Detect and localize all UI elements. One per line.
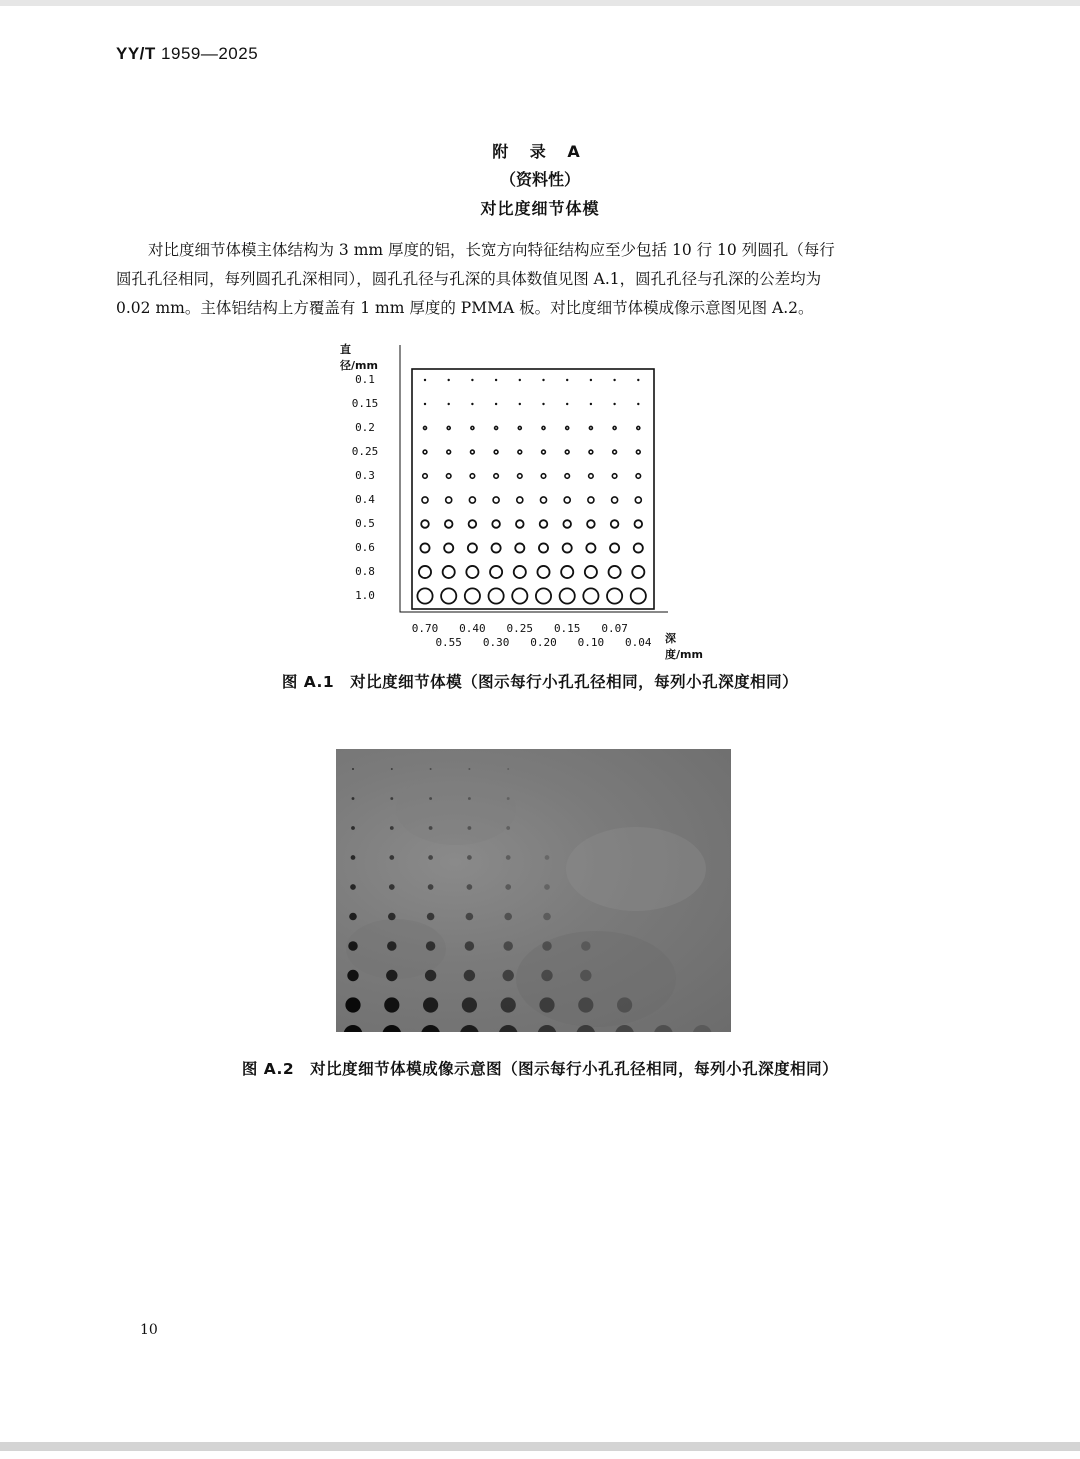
radiograph-hole: [542, 941, 552, 951]
radiograph-hole: [506, 826, 510, 830]
hole-marker: [536, 588, 551, 603]
radiograph-hole: [654, 1025, 673, 1032]
standard-code-number: 1959—2025: [161, 44, 259, 63]
x-tick-label: 0.10: [577, 636, 605, 649]
hole-marker: [446, 497, 452, 503]
hole-marker: [590, 403, 592, 405]
hole-marker: [637, 426, 640, 429]
y-tick-label: 0.15: [351, 397, 379, 410]
hole-marker: [537, 566, 549, 578]
hole-marker: [495, 379, 497, 381]
hole-marker: [588, 497, 594, 503]
radiograph-hole: [389, 855, 394, 860]
radiograph-hole: [428, 884, 434, 890]
hole-marker: [566, 426, 569, 429]
y-tick-label: 0.4: [355, 493, 375, 506]
radiograph-hole: [421, 1025, 440, 1032]
radiograph-hole: [544, 884, 550, 890]
hole-marker: [542, 426, 545, 429]
appendix-subject: 对比度细节体模: [480, 199, 600, 218]
radiograph-hole: [390, 826, 394, 830]
radiograph-hole: [382, 1025, 401, 1032]
hole-marker: [637, 403, 639, 405]
radiograph-hole: [501, 997, 516, 1012]
x-tick-label: 0.70: [411, 622, 439, 635]
hole-marker: [613, 426, 616, 429]
hole-marker: [563, 520, 571, 528]
hole-marker: [540, 520, 548, 528]
hole-marker: [469, 520, 477, 528]
hole-marker: [493, 497, 499, 503]
body-line-3: 0.02 mm。主体铝结构上方覆盖有 1 mm 厚度的 PMMA 板。对比度细节体模成像示意图见图 A.2。: [116, 299, 814, 317]
radiograph-hole: [581, 941, 591, 951]
radiograph-hole: [462, 997, 477, 1012]
y-tick-label: 0.5: [355, 517, 375, 530]
hole-marker: [471, 403, 473, 405]
hole-marker: [419, 566, 431, 578]
radiograph-hole: [390, 797, 393, 800]
radiograph-hole: [349, 913, 357, 921]
hole-marker: [420, 543, 429, 552]
hole-marker: [516, 520, 524, 528]
radiograph-hole: [543, 913, 551, 921]
hole-marker: [441, 588, 456, 603]
hole-marker: [635, 497, 641, 503]
figure-a1-caption: 图 A.1 对比度细节体模（图示每行小孔孔径相同，每列小孔深度相同）: [281, 673, 799, 691]
bottom-edge-bar: [0, 1442, 1080, 1451]
radiograph-hole: [386, 970, 397, 981]
hole-marker: [589, 474, 594, 479]
hole-marker: [613, 403, 615, 405]
radiograph-hole: [499, 1025, 518, 1032]
radiograph-hole: [344, 1025, 363, 1032]
appendix-type: （资料性）: [499, 170, 580, 189]
hole-marker: [448, 403, 450, 405]
radiograph-hole: [352, 768, 354, 770]
y-tick-label: 0.25: [351, 445, 379, 458]
radiograph-hole: [388, 913, 396, 921]
hole-marker: [589, 450, 593, 454]
x-tick-label: 0.30: [482, 636, 510, 649]
hole-marker: [494, 450, 498, 454]
hole-marker: [424, 379, 426, 381]
hole-marker: [609, 566, 621, 578]
hole-marker: [610, 543, 619, 552]
radiograph-hole: [460, 1025, 479, 1032]
hole-marker: [542, 379, 544, 381]
radiograph-hole: [352, 797, 355, 800]
x-tick-label: 0.25: [506, 622, 534, 635]
hole-marker: [560, 588, 575, 603]
appendix-title: 附 录 A: [492, 142, 588, 161]
radiograph-hole: [467, 884, 473, 890]
radiograph-hole: [580, 970, 591, 981]
y-axis-title: 直径/mm: [340, 343, 378, 372]
hole-marker: [566, 379, 568, 381]
hole-marker: [489, 588, 504, 603]
radiograph-hole: [345, 997, 360, 1012]
hole-marker: [518, 426, 521, 429]
radiograph-hole: [468, 797, 471, 800]
hole-marker: [540, 497, 546, 503]
hole-marker: [495, 426, 498, 429]
hole-marker: [492, 543, 501, 552]
hole-marker: [612, 497, 618, 503]
y-tick-label: 0.2: [355, 421, 375, 434]
radiograph-holes: [336, 749, 731, 1032]
hole-marker: [447, 426, 450, 429]
hole-marker: [468, 543, 477, 552]
radiograph-hole: [617, 997, 632, 1012]
hole-marker: [566, 403, 568, 405]
hole-marker: [444, 543, 453, 552]
radiograph-hole: [391, 768, 393, 770]
x-tick-label: 0.40: [459, 622, 486, 635]
radiograph-hole: [430, 768, 432, 770]
y-tick-label: 0.6: [355, 541, 375, 554]
hole-marker: [466, 566, 478, 578]
radiograph-hole: [350, 884, 356, 890]
hole-marker: [565, 474, 570, 479]
radiograph-hole: [693, 1025, 712, 1032]
radiograph-hole: [541, 970, 552, 981]
y-tick-label: 0.3: [355, 469, 375, 482]
hole-marker: [423, 450, 427, 454]
radiograph-hole: [351, 826, 355, 830]
radiograph-hole: [464, 970, 475, 981]
radiograph-hole: [545, 855, 550, 860]
hole-marker: [470, 474, 475, 479]
radiograph-hole: [426, 941, 436, 951]
hole-marker: [637, 379, 639, 381]
hole-marker: [542, 403, 544, 405]
body-line-1: 对比度细节体模主体结构为 3 mm 厚度的铝，长宽方向特征结构应至少包括 10 行 10 列圆孔（每行: [148, 241, 835, 259]
hole-marker: [613, 379, 615, 381]
x-tick-label: 0.15: [553, 622, 581, 635]
hole-marker: [539, 543, 548, 552]
hole-marker: [422, 497, 428, 503]
hole-marker: [563, 543, 572, 552]
hole-marker: [635, 520, 643, 528]
y-tick-label: 0.8: [355, 565, 375, 578]
body-line-2: 圆孔孔径相同，每列圆孔孔深相同），圆孔孔径与孔深的具体数值见图 A.1，圆孔孔径与孔深的公差均为: [116, 270, 822, 288]
y-tick-label: 1.0: [355, 589, 375, 602]
radiograph-hole: [351, 855, 356, 860]
radiograph-hole: [468, 826, 472, 830]
radiograph-hole: [347, 970, 358, 981]
hole-marker: [564, 497, 570, 503]
radiograph-hole: [504, 913, 512, 921]
hole-marker: [590, 379, 592, 381]
hole-marker: [613, 450, 617, 454]
radiograph-hole: [503, 970, 514, 981]
x-tick-label: 0.07: [601, 622, 628, 635]
hole-marker: [583, 588, 598, 603]
radiograph-hole: [503, 941, 513, 951]
radiograph-hole: [468, 768, 470, 770]
standard-code-prefix: YY/T: [116, 44, 156, 63]
hole-marker: [423, 426, 426, 429]
radiograph-hole: [423, 997, 438, 1012]
hole-marker: [612, 474, 617, 479]
hole-marker: [494, 474, 499, 479]
radiograph-hole: [578, 997, 593, 1012]
hole-marker: [607, 588, 622, 603]
radiograph-hole: [507, 768, 509, 770]
hole-grid-diagram: [0, 0, 1080, 700]
hole-marker: [519, 379, 521, 381]
radiograph-hole: [389, 884, 395, 890]
hole-marker: [471, 426, 474, 429]
radiograph-hole: [466, 913, 474, 921]
hole-marker: [469, 497, 475, 503]
hole-marker: [445, 520, 453, 528]
hole-marker: [495, 403, 497, 405]
x-axis-title: 深度/mm: [665, 632, 703, 661]
radiograph-hole: [387, 941, 397, 951]
hole-marker: [448, 379, 450, 381]
hole-marker: [515, 543, 524, 552]
radiograph-hole: [348, 941, 358, 951]
hole-marker: [519, 403, 521, 405]
hole-marker: [542, 450, 546, 454]
figure-a2-caption: 图 A.2 对比度细节体模成像示意图（图示每行小孔孔径相同，每列小孔深度相同）: [241, 1060, 839, 1078]
hole-marker: [518, 474, 523, 479]
hole-marker: [465, 588, 480, 603]
hole-marker: [565, 450, 569, 454]
radiograph-hole: [429, 797, 432, 800]
hole-marker: [446, 474, 451, 479]
texture-blotch: [566, 827, 706, 911]
hole-marker: [589, 426, 592, 429]
hole-marker: [561, 566, 573, 578]
hole-marker: [541, 474, 546, 479]
hole-marker: [611, 520, 619, 528]
hole-marker: [443, 566, 455, 578]
texture-blotch: [396, 773, 516, 845]
hole-marker: [634, 543, 643, 552]
hole-marker: [585, 566, 597, 578]
texture-blotch: [516, 931, 676, 1027]
page-number: 10: [140, 1322, 158, 1338]
hole-marker: [421, 520, 429, 528]
hole-marker: [424, 403, 426, 405]
radiograph-hole: [465, 941, 475, 951]
radiograph-hole: [615, 1025, 634, 1032]
hole-marker: [417, 588, 432, 603]
hole-marker: [423, 474, 428, 479]
hole-marker: [587, 520, 595, 528]
radiograph-hole: [505, 884, 511, 890]
x-tick-label: 0.20: [530, 636, 557, 649]
hole-marker: [517, 497, 523, 503]
radiograph-hole: [429, 826, 433, 830]
hole-marker: [471, 450, 475, 454]
hole-marker: [631, 588, 646, 603]
hole-marker: [514, 566, 526, 578]
hole-marker: [492, 520, 500, 528]
hole-marker: [490, 566, 502, 578]
hole-marker: [632, 566, 644, 578]
hole-marker: [512, 588, 527, 603]
hole-marker: [518, 450, 522, 454]
axes-lines: [400, 345, 668, 612]
radiograph-hole: [539, 997, 554, 1012]
radiograph-hole: [506, 855, 511, 860]
hole-marker: [636, 450, 640, 454]
y-tick-label: 0.1: [355, 373, 375, 386]
hole-marker: [636, 474, 641, 479]
radiograph-hole: [467, 855, 472, 860]
radiograph-hole: [428, 855, 433, 860]
radiograph-hole: [538, 1025, 557, 1032]
radiograph-hole: [384, 997, 399, 1012]
hole-marker: [447, 450, 451, 454]
x-tick-label: 0.55: [435, 636, 462, 649]
radiograph-hole: [427, 913, 435, 921]
radiograph-hole: [425, 970, 436, 981]
x-tick-label: 0.04: [625, 636, 652, 649]
hole-marker: [471, 379, 473, 381]
radiograph-hole: [507, 797, 510, 800]
figure-a2-radiograph: [336, 749, 731, 1032]
hole-marker: [586, 543, 595, 552]
